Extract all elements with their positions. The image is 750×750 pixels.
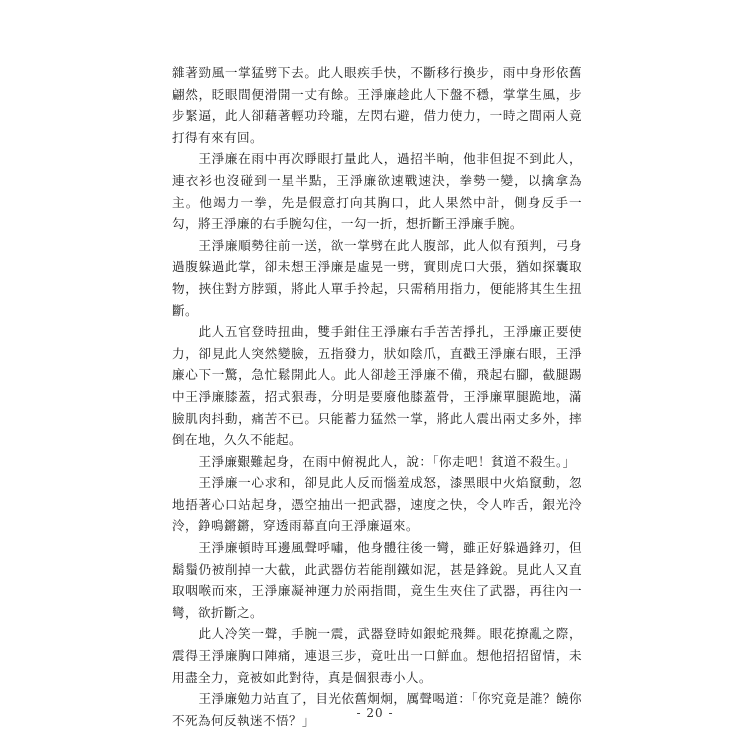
paragraph-8: 此人冷笑一聲，手腕一震，武器登時如銀蛇飛舞。眼花撩亂之際，震得王淨廉胸口陣痛，連退三步，竟吐出一口鮮血。想他招招留情，未用盡全力，竟被如此對待，真是個狠毒小人。	[172, 626, 582, 685]
paragraph-3: 王淨廉順勢往前一送，欲一掌劈在此人腹部，此人似有預判，弓身過腹躲過此掌，卻未想王淨廉是虛晃一劈，實則虎口大張，猶如探囊取物，挾住對方脖頸，將此人單手拎起，只需稍用指力，便能將其生生扭斷。	[172, 237, 582, 318]
paragraph-6: 王淨廉一心求和，卻見此人反而惱羞成怒，漆黑眼中火焰竄動，忽地捂著心口站起身，憑空抽出一把武器，速度之快，令人咋舌，銀光泠泠，錚鳴鏘鏘，穿透雨幕直向王淨廉逼來。	[172, 475, 582, 534]
paragraph-9: 王淨廉勉力站直了，目光依舊炯炯，厲聲喝道：「你究竟是誰？饒你不死為何反執迷不悟？」	[172, 691, 582, 728]
page-number: - 20 -	[356, 706, 394, 720]
paragraph-1: 雜著勁風一掌猛劈下去。此人眼疾手快，不斷移行換步，雨中身形依舊翩然，眨眼間便滑開一丈有餘。王淨廉趁此人下盤不穩，掌掌生風，步步緊逼，此人卻藉著輕功玲瓏，左閃右避，借力使力，一時之間兩人竟打得有來有回。	[172, 65, 582, 145]
paragraph-5: 王淨廉艱難起身，在雨中俯視此人，說：「你走吧！貧道不殺生。」	[198, 453, 576, 469]
paragraph-2: 王淨廉在雨中再次睜眼打量此人，過招半晌，他非但捉不到此人，連衣衫也沒碰到一星半點，王淨廉欲速戰速決，拳勢一變，以擒拿為主。他竭力一拳，先是假意打向其胸口，此人果然中計，側身反手一勾，將王淨廉的右手腕勾住，一勾一折，想折斷王淨廉手腕。	[172, 151, 582, 232]
paragraph-7: 王淨廉頓時耳邊風聲呼嘯，他身體往後一彎，雖正好躲過鋒刃，但鬍鬚仍被削掉一大截，此武器仿若能削鐵如泥，甚是鋒銳。見此人又直取咽喉而來，王淨廉凝神運力於兩指間，竟生生夾住了武器，再往內一彎，欲折斷之。	[172, 540, 582, 620]
paragraph-4: 此人五官登時扭曲，雙手鉗住王淨廉右手苦苦掙扎，王淨廉正要使力，卻見此人突然變臉，五指發力，狀如陰爪，直戳王淨廉右眼，王淨廉心下一驚，急忙鬆開此人。此人卻趁王淨廉不備，飛起右腳，截腿踢中王淨廉膝蓋，招式狠毒，分明是要廢他膝蓋骨，王淨廉單腿跪地，滿臉肌肉抖動，痛苦不已。只能蓄力猛然一掌，將此人震出兩丈多外，摔倒在地，久久不能起。	[172, 324, 582, 448]
body-text	[172, 62, 582, 731]
